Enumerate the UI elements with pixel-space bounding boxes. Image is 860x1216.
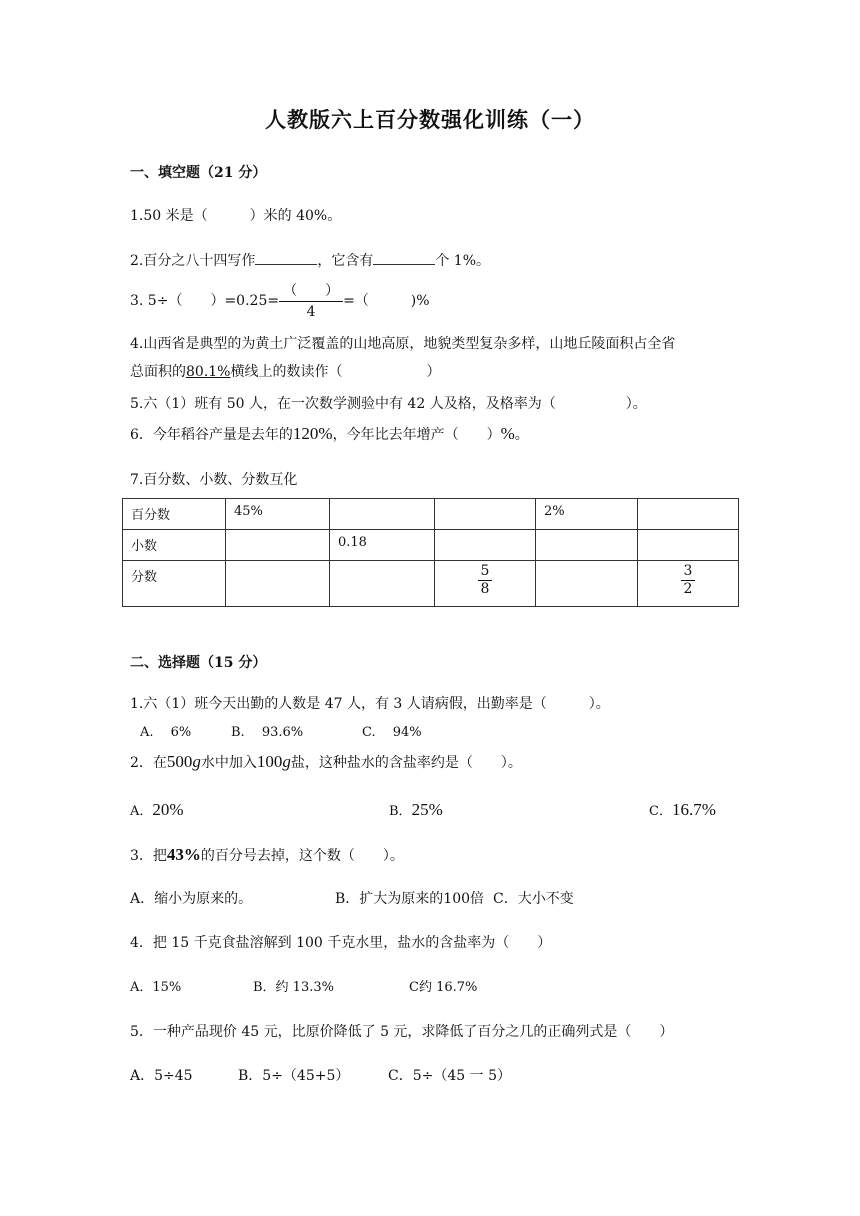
math-value: 120% [292, 424, 333, 443]
option-b [389, 800, 443, 822]
fraction-denominator: 4 [306, 303, 316, 320]
question-text: 水中加入 [200, 755, 257, 771]
question-text: 横线上的数读作（ ） [230, 364, 441, 380]
answer-blank [255, 250, 317, 265]
question-1-3 [130, 279, 430, 323]
question-2-1: 1.六（1）班今天出勤的人数是 47 人，有 3 人请病假，出勤率是（ ）。 [130, 696, 610, 712]
table-cell [638, 561, 739, 607]
option-b: B. 93.6% [231, 725, 304, 740]
table-cell: 0.18 [330, 530, 435, 561]
question-text: ，今年比去年增产（ ） [332, 427, 501, 443]
question-1-4-line1: 4.山西省是典型的为黄土广泛覆盖的山地高原，地貌类型复杂多样，山地丘陵面积占全省 [130, 336, 676, 352]
option-b: B．约 13.3% [253, 980, 334, 995]
table-cell [638, 499, 739, 530]
option-c: C．5÷（45 一 5） [388, 1068, 511, 1084]
table-row [123, 530, 739, 561]
option-c [649, 800, 716, 822]
option-b: B．5÷（45+5） [238, 1068, 350, 1084]
question-1-5: 5.六（1）班有 50 人，在一次数学测验中有 42 人及格，及格率为（ ）。 [130, 396, 647, 412]
option-letter: B． [389, 804, 412, 819]
fraction [681, 563, 696, 598]
fraction-numerator: 5 [478, 563, 493, 581]
option-letter: A． [130, 804, 153, 819]
option-value: 16.7% [671, 800, 716, 819]
question-1-6 [130, 424, 529, 445]
question-text: 个 1%。 [435, 253, 491, 269]
question-text: 2．在 [130, 755, 167, 771]
question-text: 3. 5÷（ ）=0.25= [130, 293, 280, 309]
table-row-label: 分数 [123, 561, 226, 607]
question-1-7: 7.百分数、小数、分数互化 [130, 472, 298, 488]
question-2-5: 5．一种产品现价 45 元，比原价降低了 5 元，求降低了百分之几的正确列式是（ ） [130, 1024, 674, 1040]
option-a: A．5÷45 [130, 1068, 193, 1084]
table-cell [435, 499, 536, 530]
question-text: 盐，这种盐水的含盐率约是（ ）。 [290, 755, 522, 771]
question-1-4-line2 [130, 362, 440, 382]
option-b: B．扩大为原来的100倍 [335, 891, 485, 907]
question-2-2 [130, 752, 522, 773]
section-heading-fill-in: 一、填空题（21 分） [130, 165, 267, 181]
table-row-label: 百分数 [123, 499, 226, 530]
fraction [478, 563, 493, 598]
fraction-denominator: 2 [683, 581, 693, 597]
question-text: 。 [514, 427, 529, 443]
option-c: C．大小不变 [493, 891, 574, 907]
fraction [279, 281, 343, 322]
question-text: 6．今年稻谷产量是去年的 [130, 427, 293, 443]
question-2-4: 4．把 15 千克食盐溶解到 100 千克水里，盐水的含盐率为（ ） [130, 935, 552, 951]
math-value: 100 [256, 752, 283, 771]
table-cell [638, 530, 739, 561]
table-cell: 45% [226, 499, 330, 530]
option-value: 25% [411, 800, 443, 819]
question-2-3 [130, 845, 404, 866]
fraction-numerator: 3 [681, 563, 696, 581]
question-text: ，它含有 [317, 253, 374, 269]
math-value: 43% [166, 845, 201, 864]
table-cell [226, 530, 330, 561]
table-cell: 2% [536, 499, 638, 530]
table-cell [536, 530, 638, 561]
fraction-numerator: （ ） [279, 281, 343, 302]
option-a: A. 6% [140, 725, 192, 740]
question-1-2 [130, 250, 490, 271]
option-a [130, 800, 184, 822]
math-value: % [500, 424, 515, 443]
answer-blank [373, 250, 435, 265]
option-c: C约 16.7% [409, 980, 478, 995]
math-unit: g [192, 752, 201, 771]
table-cell [435, 561, 536, 607]
section-heading-multiple-choice: 二、选择题（15 分） [130, 655, 267, 671]
table-cell [330, 561, 435, 607]
page-title: 人教版六上百分数强化训练（一） [265, 107, 595, 132]
question-text: 的百分号去掉，这个数（ ）。 [200, 848, 404, 864]
question-text: =（ )% [343, 293, 430, 309]
math-unit: g [282, 752, 291, 771]
option-value: 20% [152, 800, 184, 819]
conversion-table [122, 498, 739, 607]
option-c: C. 94% [362, 725, 422, 740]
table-cell [536, 561, 638, 607]
table-cell [226, 561, 330, 607]
table-cell [330, 499, 435, 530]
question-text: 总面积的 [130, 364, 186, 380]
question-text: 3．把 [130, 848, 167, 864]
math-value: 500 [166, 752, 193, 771]
table-row [123, 561, 739, 607]
table-cell [435, 530, 536, 561]
table-row-label: 小数 [123, 530, 226, 561]
table-row [123, 499, 739, 530]
question-text: 2.百分之八十四写作 [130, 253, 256, 269]
option-a: A．15% [130, 980, 182, 995]
fraction-denominator: 8 [480, 581, 490, 597]
option-a: A．缩小为原来的。 [130, 891, 253, 907]
question-1-1: 1.50 米是（ ）米的 40%。 [130, 208, 342, 224]
underlined-percent: 80.1% [186, 364, 231, 380]
option-letter: C． [649, 804, 672, 819]
